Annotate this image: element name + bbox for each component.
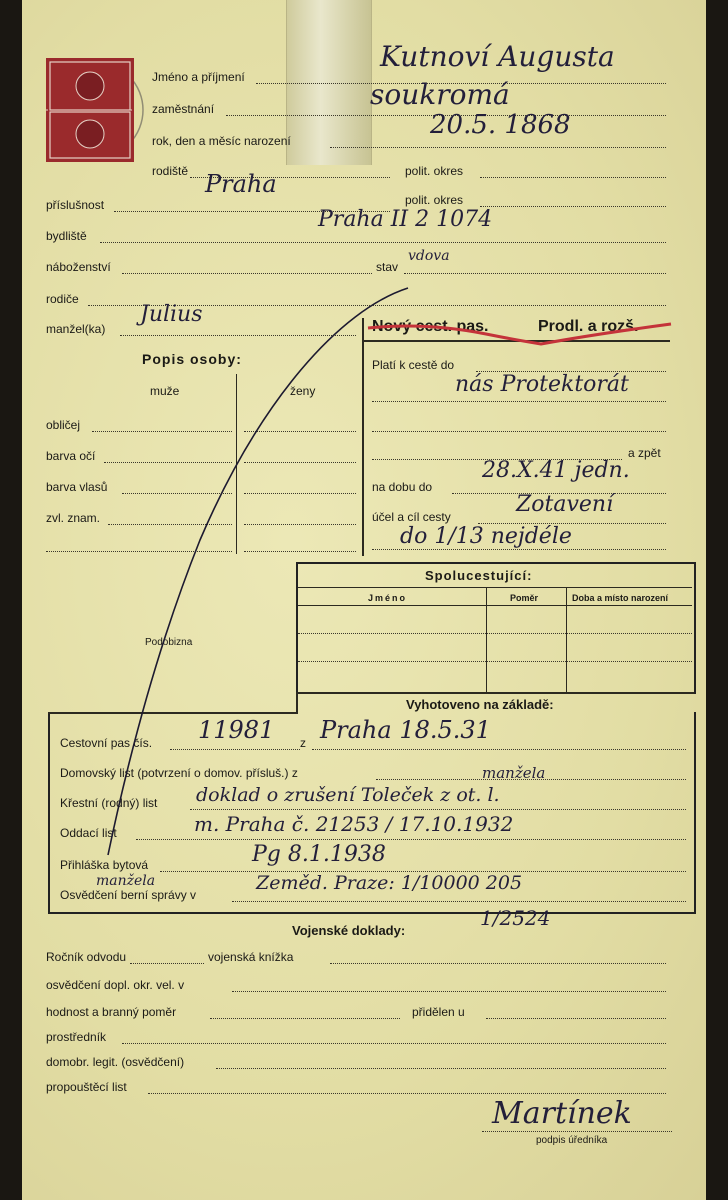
oddaci-label: Oddací list <box>60 826 117 840</box>
podpis-label: podpis úředníka <box>536 1135 608 1146</box>
osvedceni-line <box>232 900 686 902</box>
spolu-col-divider-2 <box>566 588 567 692</box>
vojenske-title: Vojenské doklady: <box>292 923 406 938</box>
plati-label: Platí k cestě do <box>372 358 455 372</box>
dopl-label: osvědčení dopl. okr. vel. v <box>46 978 185 992</box>
prostrednik-label: prostředník <box>46 1030 107 1044</box>
rodiste-label: rodiště <box>152 164 189 178</box>
domovsky-label: Domovský list (potvrzení o domov. přísluš.) z <box>60 766 298 780</box>
rocnik-label: Ročník odvodu <box>46 950 127 964</box>
narozeni-line <box>330 146 666 148</box>
muze-label: muže <box>150 384 180 398</box>
ucel-label: účel a cíl cesty <box>372 510 451 524</box>
propousteci-line <box>148 1092 666 1094</box>
col-doba: Doba a místo narození <box>572 593 669 603</box>
podobizna-label: Podobizna <box>145 637 193 648</box>
osvedceni-label: Osvědčení berní správy v <box>60 888 197 902</box>
spolu-col-divider-1 <box>486 588 487 692</box>
krestni-value: doklad o zrušení Toleček z ot. l. <box>196 784 500 806</box>
hodnost-line <box>210 1017 400 1019</box>
scan-edge-left <box>0 0 22 1200</box>
polit-okres-line <box>480 176 666 178</box>
prihlaska-label: Přihláška bytová <box>60 858 149 872</box>
spolucestujici-title: Spolucestující: <box>425 568 533 583</box>
zeny-label: ženy <box>290 384 316 398</box>
na-dobu-label: na dobu do <box>372 480 433 494</box>
krestni-label: Křestní (rodný) list <box>60 796 158 810</box>
domobr-line <box>216 1067 666 1069</box>
novy-pas-label: Nový cest. pas. <box>372 318 489 335</box>
rocnik-line <box>130 962 204 964</box>
manzel-label: manžel(ka) <box>46 322 106 336</box>
ucel-value: Zotavení <box>516 492 614 517</box>
zamestnani-value: soukromá <box>370 78 510 111</box>
nabozenstvi-label: náboženství <box>46 260 111 274</box>
pridelen-label: přidělen u <box>412 1005 465 1019</box>
barva-vlasu-label: barva vlasů <box>46 480 108 494</box>
a-zpet-label: a zpět <box>628 446 661 460</box>
col-pomer: Poměr <box>510 593 539 603</box>
manzel-value: Julius <box>140 302 203 327</box>
na-dobu-value: 28.X.41 jedn. <box>482 458 630 483</box>
cestovni-z-label: z <box>300 736 306 750</box>
bydliste-label: bydliště <box>46 229 87 243</box>
zamestnani-label: zaměstnání <box>152 102 215 116</box>
scan-edge-right <box>706 0 728 1200</box>
cestovni-value: 11981 <box>198 716 275 744</box>
diagonal-pen-stroke-icon <box>90 280 420 860</box>
narozeni-value: 20.5. 1868 <box>430 110 571 140</box>
stav-line <box>404 272 666 274</box>
vyhotoveno-title: Vyhotoveno na základě: <box>406 697 554 712</box>
oblicej-label: obličej <box>46 418 81 432</box>
osvedceni-value: Zeměd. Praze: 1/10000 205 <box>256 872 523 894</box>
barva-oci-label: barva očí <box>46 449 96 463</box>
prislusnost-value: Praha <box>205 170 277 198</box>
ucel-value2: do 1/13 nejdéle <box>400 524 572 549</box>
bydliste-value: Praha II 2 1074 <box>318 207 493 232</box>
popis-title: Popis osoby: <box>142 351 242 367</box>
stav-label: stav <box>376 260 399 274</box>
osvedceni-value-2: 1/2524 <box>480 906 551 930</box>
pridelen-line <box>486 1017 666 1019</box>
official-signature: Martínek <box>492 1096 632 1131</box>
propousteci-label: propouštěcí list <box>46 1080 127 1094</box>
manzela-note-2: manžela <box>96 873 156 889</box>
polit-okres-label: polit. okres <box>405 164 464 178</box>
prostrednik-line <box>122 1042 666 1044</box>
prodl-label: Prodl. a rozš. <box>538 318 639 335</box>
jmeno-value: Kutnoví Augusta <box>380 40 615 73</box>
domobr-label: domobr. legit. (osvědčení) <box>46 1055 185 1069</box>
knizka-label: vojenská knížka <box>208 950 294 964</box>
narozeni-label: rok, den a měsíc narození <box>152 134 291 148</box>
oddaci-value: m. Praha č. 21253 / 17.10.1932 <box>194 812 514 836</box>
col-jmeno: Jméno <box>368 593 408 603</box>
knizka-line <box>330 962 666 964</box>
polit-okres2-label: polit. okres <box>405 193 464 207</box>
cestovni-label: Cestovní pas čís. <box>60 736 153 750</box>
prihlaska-value: Pg 8.1.1938 <box>252 842 386 867</box>
revenue-stamp-icon <box>40 50 150 170</box>
manzela-note-1: manžela <box>482 764 546 782</box>
polit-okres2-line <box>480 205 666 207</box>
cestovni-z-value: Praha 18.5.31 <box>320 716 491 744</box>
nabozenstvi-line <box>122 272 372 274</box>
zvl-znam-label: zvl. znam. <box>46 511 101 525</box>
jmeno-label: Jméno a příjmení <box>152 70 245 84</box>
stav-value: vdova <box>408 248 450 264</box>
rodice-label: rodiče <box>46 292 79 306</box>
plati-value: nás Protektorát <box>455 372 629 397</box>
prislusnost-label: příslušnost <box>46 198 105 212</box>
dopl-line <box>232 990 666 992</box>
bydliste-line <box>100 241 666 243</box>
hodnost-label: hodnost a branný poměr <box>46 1005 177 1019</box>
